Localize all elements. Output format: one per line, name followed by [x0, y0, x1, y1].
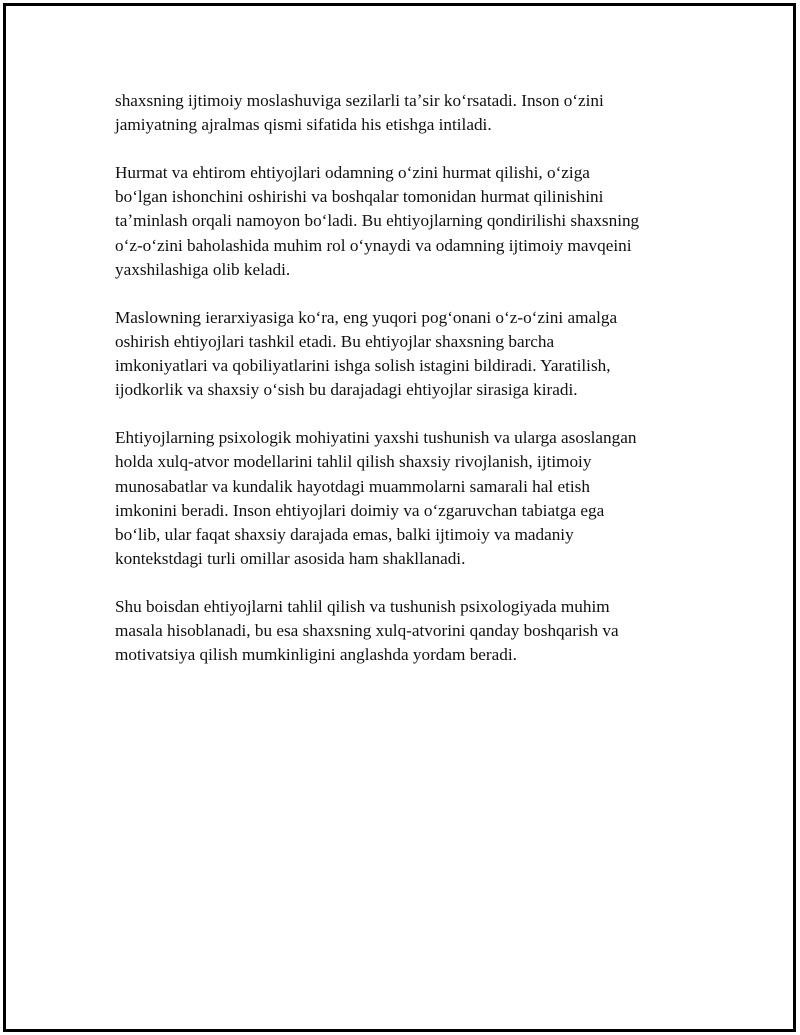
text-line: Hurmat va ehtirom ehtiyojlari odamning oʻzini hurmat qilishi, oʻziga [115, 163, 590, 183]
text-line: munosabatlar va kundalik hayotdagi muammolarni samarali hal etish [115, 476, 590, 496]
text-line: ijodkorlik va shaxsiy oʻsish bu darajadagi ehtiyojlar sirasiga kiradi. [115, 380, 578, 400]
paragraph-5 [115, 595, 705, 667]
text-line: imkonini beradi. Inson ehtiyojlari doimiy va oʻzgaruvchan tabiatga ega [115, 500, 605, 520]
text-line: Shu boisdan ehtiyojlarni tahlil qilish va tushunish psixologiyada muhim [115, 596, 610, 616]
text-line: boʻlib, ular faqat shaxsiy darajada emas, balki ijtimoiy va madaniy [115, 524, 574, 544]
text-line: oshirish ehtiyojlari tashkil etadi. Bu ehtiyojlar shaxsning barcha [115, 331, 555, 351]
text-line: oʻz-oʻzini baholashida muhim rol oʻynaydi va odamning ijtimoiy mavqeini [115, 235, 632, 255]
text-line: holda xulq-atvor modellarini tahlil qilish shaxsiy rivojlanish, ijtimoiy [115, 452, 592, 472]
text-line: yaxshilashiga olib keladi. [115, 259, 291, 279]
paragraph-1 [115, 89, 705, 137]
text-line: kontekstdagi turli omillar asosida ham shakllanadi. [115, 548, 466, 568]
paragraph-3 [115, 306, 705, 402]
text-line: boʻlgan ishonchini oshirishi va boshqalar tomonidan hurmat qilinishini [115, 187, 604, 207]
paragraph-2 [115, 161, 705, 281]
text-line: Ehtiyojlarning psixologik mohiyatini yaxshi tushunish va ularga asoslangan [115, 428, 637, 448]
paragraph-4 [115, 426, 705, 571]
text-line: jamiyatning ajralmas qismi sifatida his etishga intiladi. [115, 115, 492, 135]
text-line: shaxsning ijtimoiy moslashuviga sezilarli taʼsir koʻrsatadi. Inson oʻzini [115, 91, 604, 110]
text-line: imkoniyatlari va qobiliyatlarini ishga solish istagini bildiradi. Yaratilish, [115, 356, 611, 376]
text-line: motivatsiya qilish mumkinligini anglashda yordam beradi. [115, 645, 517, 665]
text-line: Maslowning ierarxiyasiga koʻra, eng yuqori pogʻonani oʻz-oʻzini amalga [115, 307, 618, 327]
text-line: taʼminlash orqali namoyon boʻladi. Bu ehtiyojlarning qondirilishi shaxsning [115, 211, 640, 231]
text-line: masala hisoblanadi, bu esa shaxsning xulq-atvorini qanday boshqarish va [115, 621, 619, 641]
document-body [115, 89, 705, 691]
